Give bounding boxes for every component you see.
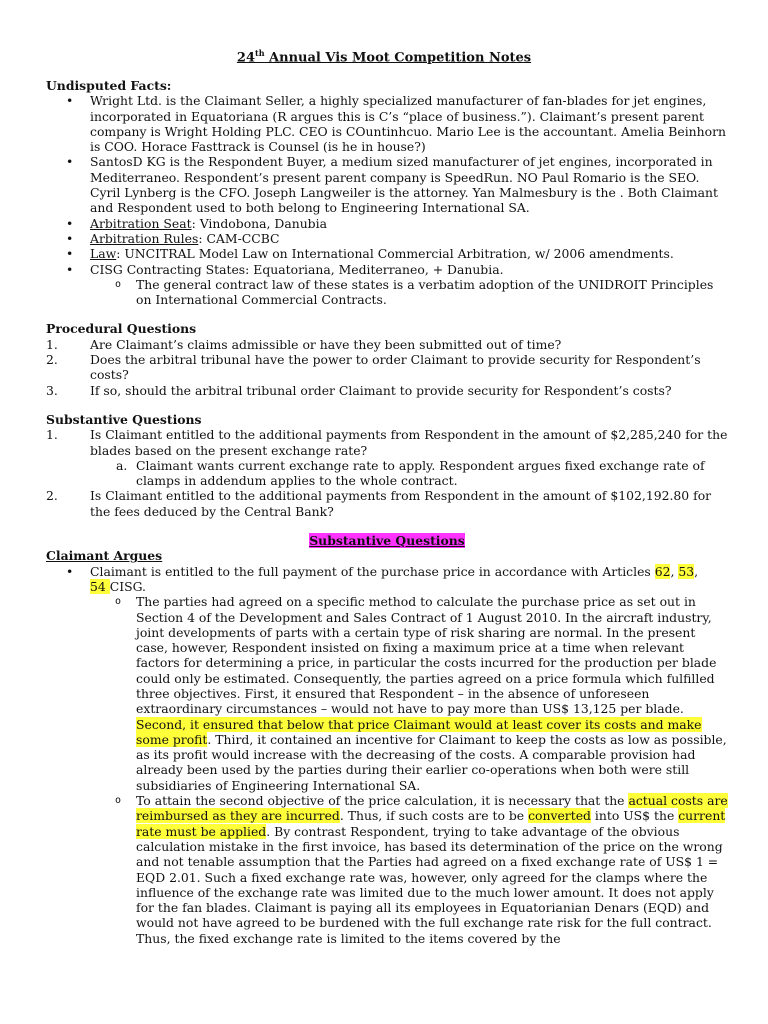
fact-rules: • Arbitration Rules: CAM-CCBC: [46, 231, 728, 246]
fact-seat: • Arbitration Seat: Vindobona, Danubia: [46, 216, 728, 231]
section-heading-highlighted: Substantive Questions: [309, 533, 465, 549]
claimant-point-1: • Claimant is entitled to the full payment of the purchase price in accordance with Articles 62, 53, 54 CISG.: [46, 564, 728, 595]
substantive-q2: 2. Is Claimant entitled to the additional payments from Respondent in the amount of $102,192.80 for the fees deduced by the Central Bank?: [46, 488, 712, 519]
procedural-q2: 2. Does the arbitral tribunal have the power to order Claimant to provide security for Respondent’s costs?: [46, 352, 701, 383]
substantive-heading: Substantive Questions: [46, 411, 202, 427]
claimant-paragraph-1: o The parties had agreed on a specific method to calculate the purchase price as set out in Section 4 of the Development and Sales Contract of 1 August 2010. In the aircraft industry, joint developments of parts with a certain type of risk sharing are normal. In the present case, however, Respondent insisted on fixing a maximum price at a time when relevant factors for determining a price, in particular the costs incurred for the production per blade could only be estimated. Consequently, the parties agreed on a price formula which fulfilled three objectives. First, it ensured that Respondent – in the absence of unforeseen extraordinary circumstances – would not have to pay more than US$ 13,125 per blade. Second, it ensured that below that price Claimant would at least cover its costs and make some profit. Third, it contained an incentive for Claimant to keep the costs as low as possible, as its profit would increase with the decreasing of the costs. A comparable provision had already been used by the parties during their earlier co-operations when both were still subsidiaries of Engineering International SA.: [46, 594, 728, 793]
document-title: 24th Annual Vis Moot Competition Notes: [236, 48, 532, 66]
undisputed-heading: Undisputed Facts:: [46, 78, 172, 93]
substantive-q1: 1. Is Claimant entitled to the additional payments from Respondent in the amount of $2,285,240 for the blades based on the present exchange rate?: [46, 427, 728, 458]
claimant-paragraph-2: o To attain the second objective of the price calculation, it is necessary that the actual costs are reimbursed as they are incurred. Thus, if such costs are to be converted into US$ the current rate must be applied. By contrast Respondent, trying to take advantage of the obvious calculation mistake in the first invoice, has based its determination of the price on the wrong and not tenable assumption that the Parties had agreed on a fixed exchange rate of US$ 1 = EQD 2.01. Such a fixed exchange rate was, however, only agreed for the clamps where the influence of the exchange rate was limited due to the much lower amount. It does not apply for the fan blades. Claimant is paying all its employees in Equatorianian Denars (EQD) and would not have agreed to be burdened with the full exchange rate risk for the full contract. Thus, the fixed exchange rate is limited to the items covered by the: [46, 793, 728, 946]
fact-cisg-sub: o The general contract law of these states is a verbatim adoption of the UNIDROIT Principles on International Commercial Contracts.: [46, 277, 728, 308]
procedural-heading: Procedural Questions: [46, 321, 197, 337]
claimant-heading: Claimant Argues: [46, 548, 163, 564]
fact-law: • Law: UNCITRAL Model Law on International Commercial Arbitration, w/ 2006 amendments.: [46, 246, 728, 261]
fact-respondent: • SantosD KG is the Respondent Buyer, a medium sized manufacturer of jet engines, incorporated in Mediterraneo. Respondent’s present parent company is SpeedRun. NO Paul Romario is the SEO. Cyril Lynberg is the CFO. Joseph Langweiler is the attorney. Yan Malmesbury is the . Both Claimant and Respondent used to both belong to Engineering International SA.: [46, 154, 728, 215]
fact-cisg: • CISG Contracting States: Equatoriana, Mediterraneo, + Danubia.: [46, 262, 728, 277]
substantive-q1a: a. Claimant wants current exchange rate to apply. Respondent argues fixed exchange rate of clamps in addendum applies to the whole contract.: [116, 457, 705, 489]
procedural-q3: 3. If so, should the arbitral tribunal order Claimant to provide security for Respondent’s costs?: [46, 382, 672, 398]
procedural-q1: 1. Are Claimant’s claims admissible or have they been submitted out of time?: [46, 336, 562, 352]
fact-claimant: • Wright Ltd. is the Claimant Seller, a highly specialized manufacturer of fan-blades for jet engines, incorporated in Equatoriana (R argues this is C’s “place of business.”). Claimant’s present parent company is Wright Holding PLC. CEO is COuntinhcuo. Mario Lee is the accountant. Amelia Beinhorn is COO. Horace Fasttrack is Counsel (is he in house?): [46, 93, 728, 154]
document-body: [46, 78, 728, 946]
